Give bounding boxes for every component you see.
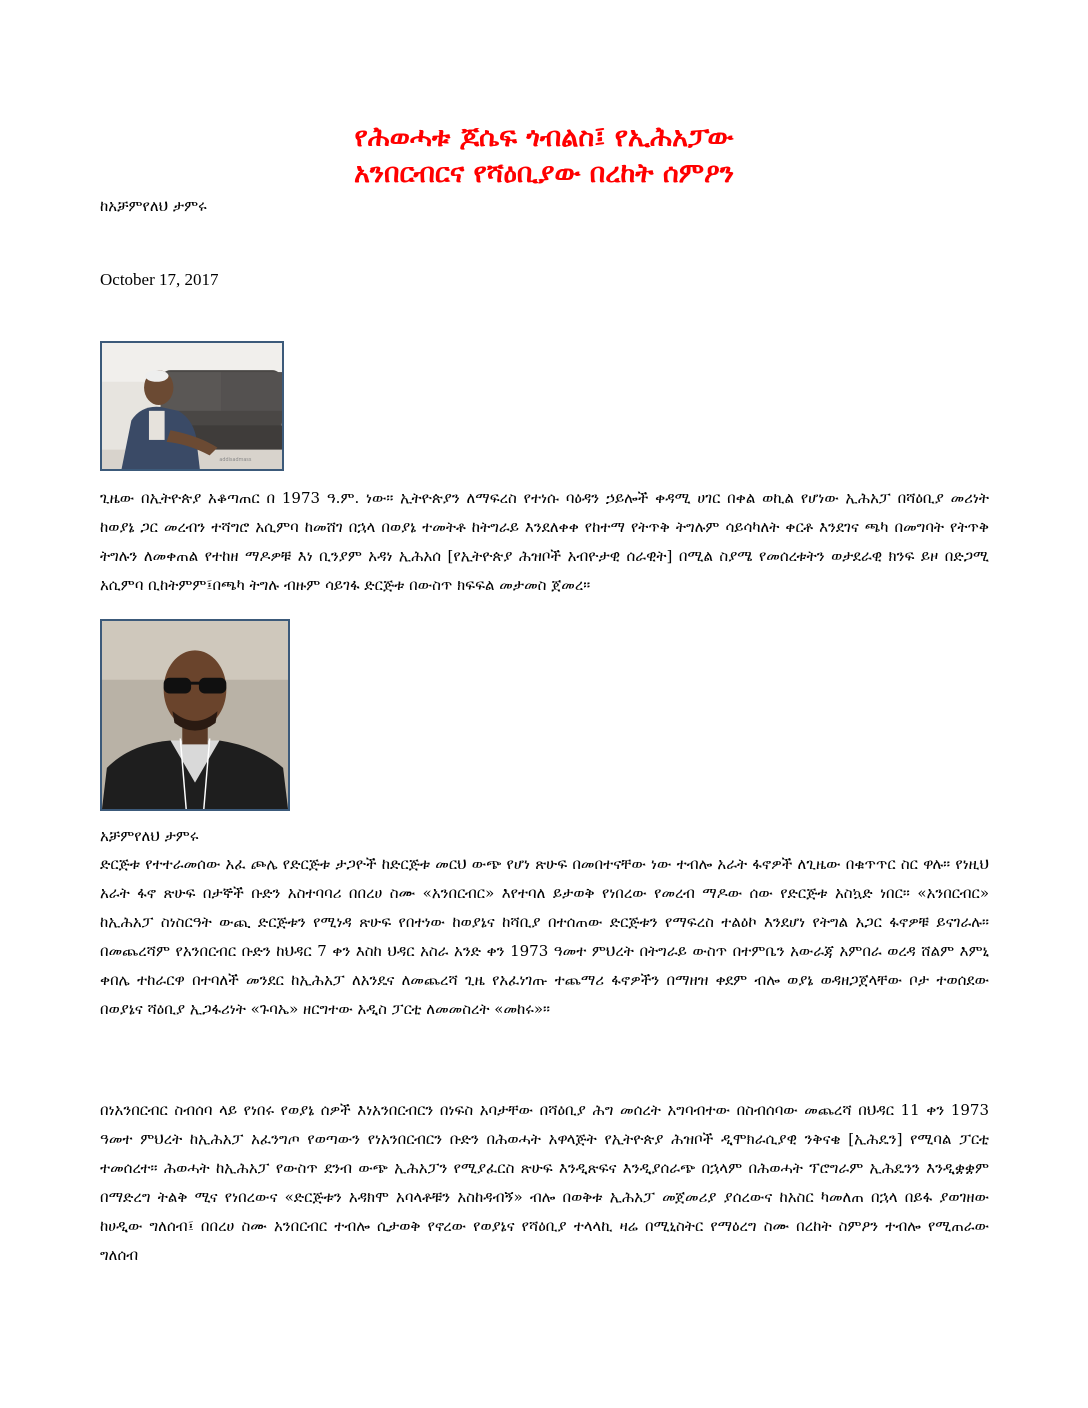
man-on-sofa-image	[102, 343, 282, 469]
title-line-2: አንበርብርና የሻዕቢያው በረከት ሰምዖን	[354, 158, 734, 189]
author-byline: ከአቻምየለህ ታምሩ	[100, 197, 207, 215]
man-on-sofa-photo	[100, 341, 284, 471]
publication-date: October 17, 2017	[100, 270, 219, 289]
article-title	[100, 120, 988, 192]
man-with-sunglasses-photo	[100, 619, 290, 811]
svg-text:addisadmass: addisadmass	[219, 457, 252, 464]
photo-caption: አቻምየለህ ታምሩ	[100, 827, 199, 845]
paragraph-2: ድርጅቱ የተተራመሰው አፈ ጮሌ የድርጅቱ ታጋዮች ከድርጅቱ መርህ ውጭ የሆነ ጽሁፍ በመበተናቸው ነው ተብሎ አራት ፋኖዎች ለጊዜው በቁጥጥር ስር ዋሉ። የነዚህ አራት ፋኖ ጽሁፍ በታኞች ቡድን አስተባባሪ በበረሀ ስሙ «አንበርብር» እየተባለ ይታወቅ የነበረው የመረብ ማዶው ሰው የድርጅቱ አስኳድ ነበር። «አንበርብር» ከኢሕአፓ ስነስርዓት ውጪ ድርጅቱን የሚነዳ ጽሁፍ የበተነው ከወያኔና ከሻቢያ በተሰጠው ድርጅቱን የማፍረስ ተልዕኮ እንደሆነ የትግል አጋር ፋኖዎቹ ይናገራሉ። በመጨረሻም የአንበርብር ቡድን ከህዳር 7 ቀን እስከ ህዳር አስራ አንድ ቀን 1973 ዓመተ ምህረት በትግራይ ውስጥ በተምቤን አውራጃ አምበራ ወረዳ ሸልም እምኒ ቀበሌ ተከራርዋ በተባለች መንደር ከኢሕአፓ ለአንዴና ለመጨረሻ ጊዜ የአፈነገጡ ተጨማሪ ፋኖዎችን በማዘዝ ቀደም ብሎ ወያኔ ወዳዘጋጀላቸው ቦታ ተወሰደው በወያኔና ሻዕቢያ ኢጋፋሪነት «ጉባኤ» ዘርግተው አዲስ ፓርቲ ለመመስረት «መከሩ»።	[100, 855, 989, 1018]
paragraph-1: ጊዜው በኢትዮጵያ አቆጣጠር በ 1973 ዓ.ም. ነው። ኢትዮጵያን ለማፍረስ የተነሱ ባዕዳን ኃይሎች ቀዳሚ ሀገር በቀል ወኪል የሆነው ኢሕአፓ በሻዕቢያ መሪነት ከወያኔ ጋር መረብን ተሻግሮ አሲምባ ከመሸገ በኋላ በወያኔ ተመትቶ ከትግራይ እንደለቀቀ የከተማ የትጥቅ ትግሉም ሳይሳካለት ቀርቶ እንደገና ጫካ በመግባት የትጥቅ ትግሉን ለመቀጠል የተከዘ ማዶዎቹ እነ ቢንያም አዳነ ኢሕአሰ [የኢትዮጵያ ሕዝቦች አብዮታዊ ሰራዊት] በሚል ስያሜ የመሰረቱትን ወታደራዊ ክንፍ ይዞ በድጋሚ አሲምባ ቢከትምም፤በጫካ ትግሉ ብዙም ሳይገፋ ድርጅቱ በውስጥ ክፍፍል መታመስ ጀመረ።	[100, 489, 989, 594]
paragraph-3: በነአንበርብር ስብሰባ ላይ የነበሩ የወያኔ ሰዎች እነአንበርብርን በነፍስ አባታቸው በሻዕቢያ ሕግ መሰረት አግባብተው በስብሰባው መጨረሻ በህዳር 11 ቀን 1973 ዓመተ ምህረት ከኢሕአፓ አፈንግጦ የወጣውን የነአንበርብርን ቡድን በሕወሓት አዋላጅት የኢትዮጵያ ሕዝቦች ዲሞክራሲያዊ ንቅናቄ [ኢሕዴን] የሚባል ፓርቲ ተመሰረተ። ሕወሓት ከኢሕአፓ የውስጥ ደንብ ውጭ ኢሕአፓን የሚያፈርስ ጽሁፍ እንዲጽፍና እንዲያሰራጭ በኋላም በሕወሓት ፕሮግራም ኢሕዴንን እንዲቋቋም በማድረግ ትልቅ ሚና የነበረውና «ድርጅቱን አዳክሞ አባላቶቹን አስከዳብኝ» ብሎ በወቅቱ ኢሕአፓ መጀመሪያ ያሰረውና ከአስር ካመለጠ በኋላ በይፋ ያወገዘው ከሀዲው ግለሰብ፤ በበረሀ ስሙ አንበርብር ተብሎ ሲታወቅ የኖረው የወያኔና የሻዕቢያ ተላላኪ ዛሬ በሚኒስትር የማዕረግ ስሙ በረከት ስምዖን ተብሎ የሚጠራው ግለሰብ	[100, 1101, 989, 1264]
title-line-1: የሕወሓቱ ጆሴፍ ጎብልስ፤ የኢሕአፓው	[354, 122, 734, 153]
man-with-sunglasses-image	[102, 621, 288, 809]
